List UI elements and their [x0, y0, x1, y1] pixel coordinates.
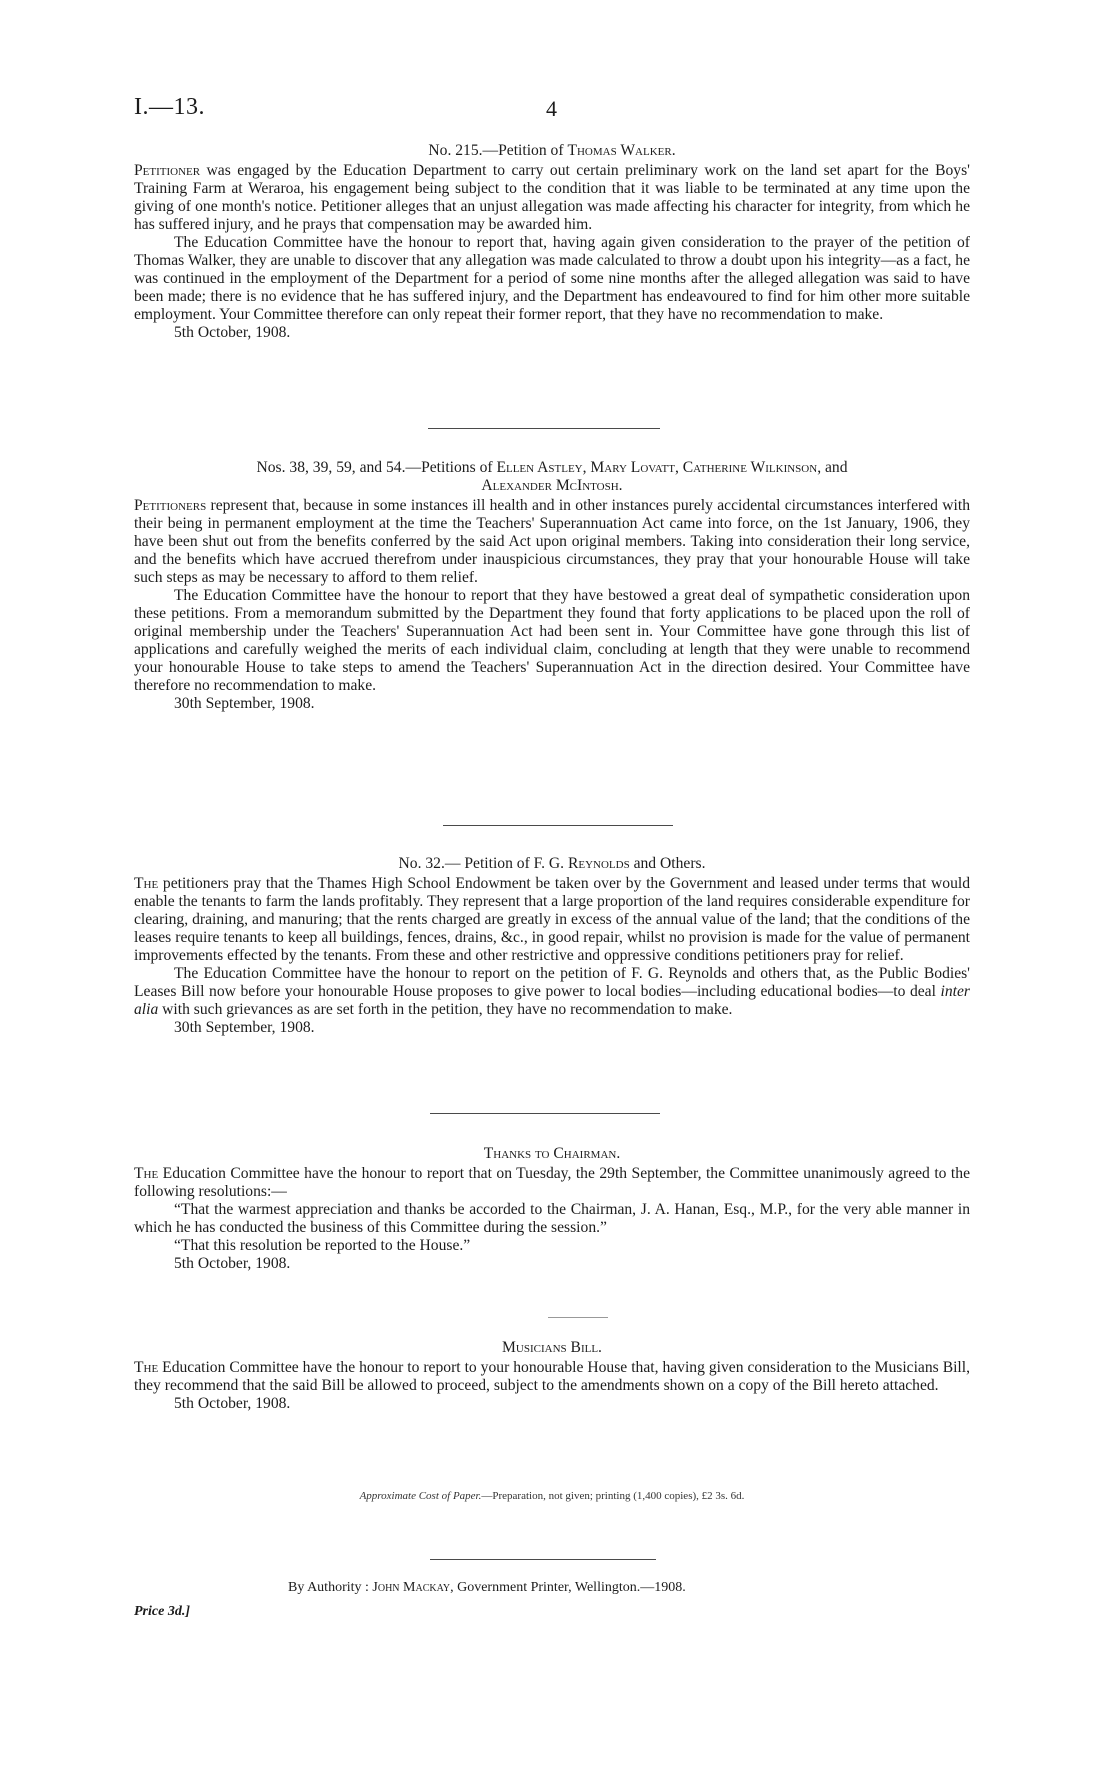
- footer-rule: [430, 1559, 656, 1560]
- thanks-date: 5th October, 1908.: [174, 1255, 291, 1272]
- petition-walker-title: No. 215.—Petition of Thomas Walker.: [428, 142, 676, 159]
- petition-walker-date: 5th October, 1908.: [174, 324, 291, 341]
- petition-reynolds-paragraph-2: The Education Committee have the honour to report on the petition of F. G. Reynolds and others that, as the Public Bodies' Leases Bill now before your honourable House proposes to give power to local bodies—including educational bodies—to deal inter alia with such grievances as are set forth in the petition, they have no recommendation to make.: [134, 965, 970, 1018]
- petition-astley-date: 30th September, 1908.: [174, 695, 315, 712]
- petition-reynolds-paragraph-1: The petitioners pray that the Thames High School Endowment be taken over by the Government and leased under terms that would enable the tenants to farm the lands profitably. They represent that a large proportion of the land requires considerable expenditure for clearing, draining, and manuring; that the rents charged are greatly in excess of the annual value of the land; that the conditions of the leases require tenants to keep all buildings, fences, drains, &c., in good repair, whilst no provision is made for the value of permanent improvements effected by the tenants. From these and other restrictive and oppressive conditions petitioners pray for relief.: [134, 875, 970, 964]
- petition-astley-title: Nos. 38, 39, 59, and 54.—Petitions of Ellen Astley, Mary Lovatt, Catherine Wilkinson, and Alexander McIntosh.: [256, 459, 848, 494]
- thanks-to-chairman-title: Thanks to Chairman.: [483, 1145, 621, 1162]
- thanks-to-chairman-section: [134, 1145, 970, 1273]
- petition-walker-section: [134, 142, 970, 342]
- petition-walker-paragraph-2: The Education Committee have the honour to report that, having again given consideration to the prayer of the petition of Thomas Walker, they are unable to discover that any allegation was made calculated to throw a doubt upon his integrity—as a fact, he was continued in the employment of the Department for a period of some nine months after the alleged allegation was said to have been made; there is no evidence that he has suffered injury, and the Department has endeavoured to find for him other more suitable employment. Your Committee therefore can only repeat their former report, that they have no recommendation to make.: [134, 234, 970, 323]
- page-number: 4: [546, 96, 557, 121]
- musicians-bill-date: 5th October, 1908.: [174, 1395, 291, 1412]
- musicians-bill-paragraph: The Education Committee have the honour to report to your honourable House that, having given consideration to the Musicians Bill, they recommend that the said Bill be allowed to proceed, subject to the amendments shown on a copy of the Bill hereto attached.: [134, 1359, 970, 1394]
- musicians-bill-section: [134, 1339, 970, 1413]
- petition-astley-paragraph-1: Petitioners represent that, because in some instances ill health and in other instances purely accidental circumstances interfered with their being in permanent employment at the time the Teachers' Superannuation Act came into force, on the 1st January, 1906, they have been shut out from the benefits conferred by the said Act upon original members. Taking into consideration their long service, and the benefits which have accrued therefrom under inauspicious circumstances, they pray that your honourable House will take such steps as may be necessary to afford to them relief.: [134, 497, 970, 586]
- petition-astley-section: [134, 459, 970, 713]
- petition-reynolds-title: No. 32.— Petition of F. G. Reynolds and Others.: [398, 855, 706, 872]
- thanks-paragraph: The Education Committee have the honour to report that on Tuesday, the 29th September, the Committee unanimously agreed to the following resolutions:—: [134, 1165, 970, 1200]
- paper-reference: I.—13.: [134, 94, 205, 120]
- section-divider: [428, 428, 660, 429]
- section-divider: [548, 1317, 608, 1318]
- printer-authority-line: By Authority : John Mackay, Government Printer, Wellington.—1908.: [288, 1580, 686, 1595]
- thanks-resolution-1: “That the warmest appreciation and thanks be accorded to the Chairman, J. A. Hanan, Esq., M.P., for the very able manner in which he has conducted the business of this Committee during the session.”: [134, 1201, 970, 1236]
- price-label: Price 3d.]: [134, 1604, 190, 1619]
- petition-walker-paragraph-1: Petitioner was engaged by the Education Department to carry out certain preliminary work on the land set apart for the Boys' Training Farm at Weraroa, his engagement being subject to the condition that it was liable to be terminated at any time upon the giving of one month's notice. Petitioner alleges that an unjust allegation was made affecting his character for integrity, from which he has suffered injury, and he prays that compensation may be awarded him.: [134, 162, 970, 233]
- petition-astley-paragraph-2: The Education Committee have the honour to report that they have bestowed a great deal of sympathetic consideration upon these petitions. From a memorandum submitted by the Department they found that forty applications to be placed upon the roll of original membership under the Teachers' Superannuation Act had been sent in. Your Committee have gone through this list of applications and carefully weighed the merits of each individual claim, concluding at length that they were unable to recommend your honourable House to take steps to amend the Teachers' Superannuation Act in the direction desired. Your Committee have therefore no recommendation to make.: [134, 587, 970, 694]
- petition-reynolds-section: [134, 855, 970, 1037]
- section-divider: [430, 1113, 660, 1114]
- thanks-resolution-2: “That this resolution be reported to the House.”: [174, 1237, 471, 1254]
- petition-reynolds-date: 30th September, 1908.: [174, 1019, 315, 1036]
- cost-of-paper-note: Approximate Cost of Paper.—Preparation, not given; printing (1,400 copies), £2 3s. 6d.: [359, 1490, 745, 1502]
- musicians-bill-title: Musicians Bill.: [502, 1339, 602, 1356]
- section-divider: [443, 825, 673, 826]
